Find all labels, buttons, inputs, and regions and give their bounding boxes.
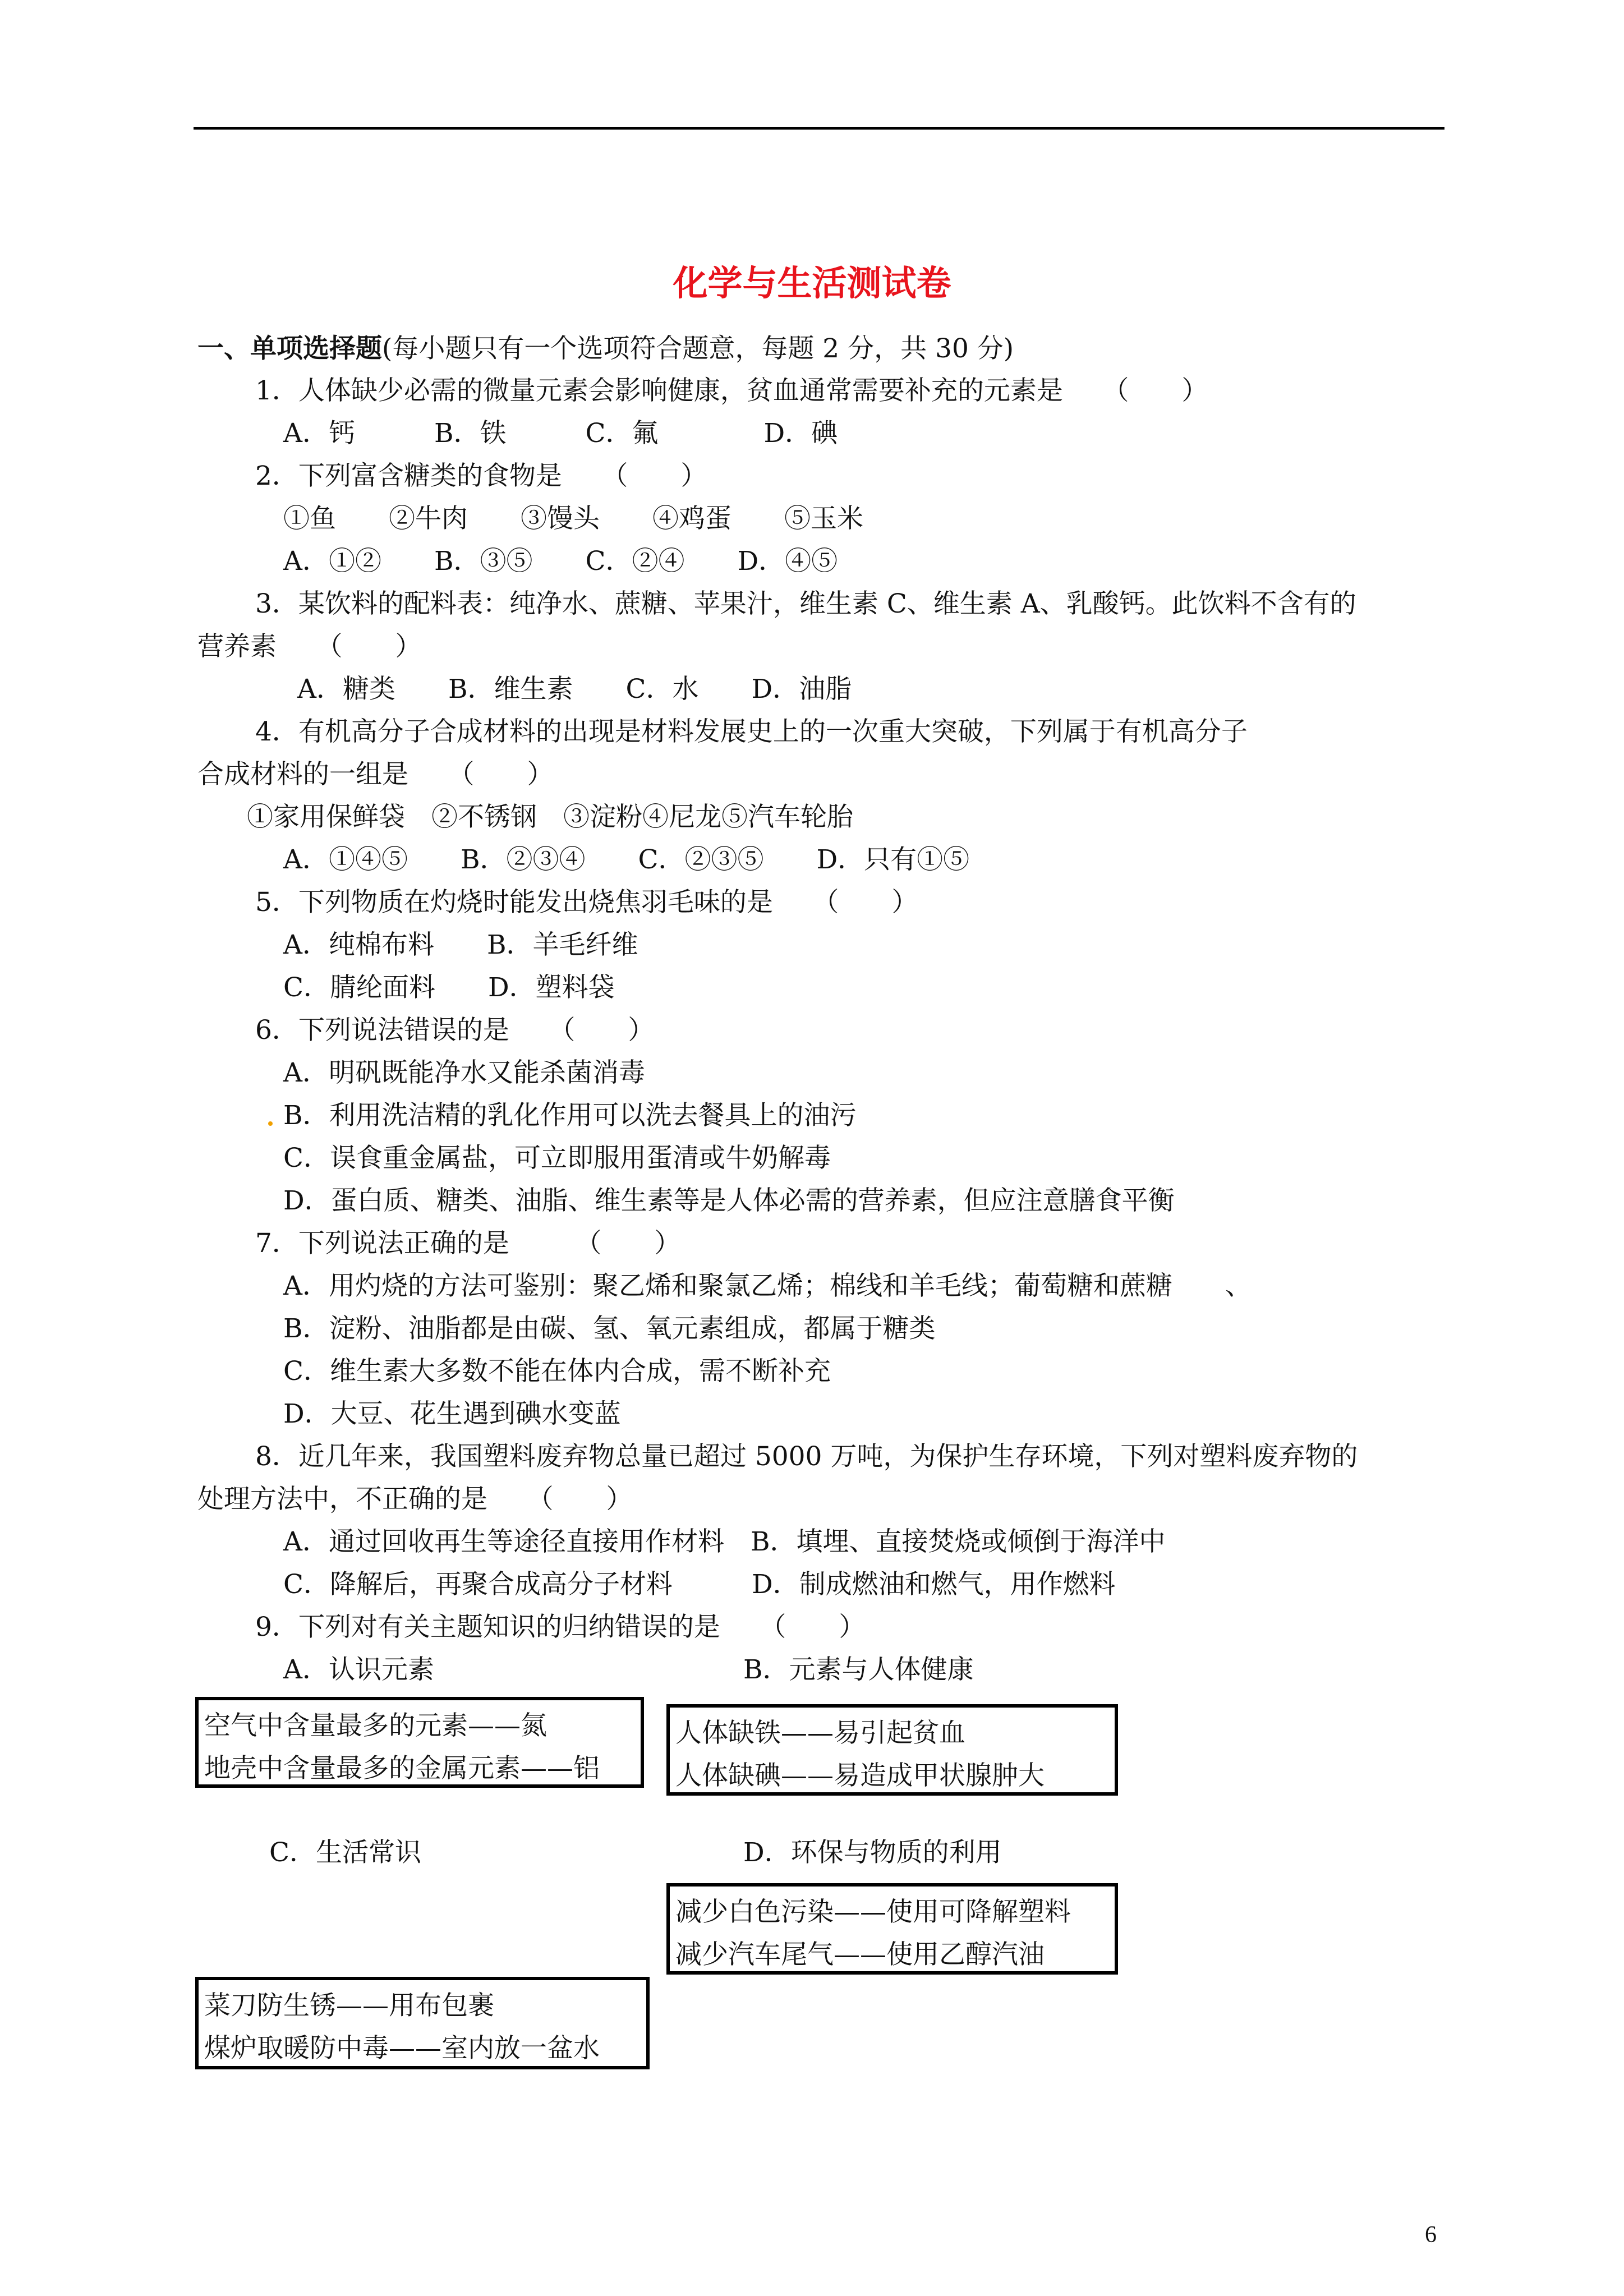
box-d <box>666 1883 1118 1975</box>
box-a <box>195 1697 644 1788</box>
question-1-options: A．钙 B．铁 C．氟 D．碘 <box>283 418 838 449</box>
section-heading-bold: 一、单项选择题 <box>197 333 382 364</box>
box-d-line-1: 减少白色污染——使用可降解塑料 <box>675 1897 1071 1927</box>
box-d-line-2: 减少汽车尾气——使用乙醇汽油 <box>675 1939 1045 1970</box>
question-7-option-c: C．维生素大多数不能在体内合成，需不断补充 <box>283 1356 831 1387</box>
question-7-option-b: B．淀粉、油脂都是由碳、氢、氧元素组成，都属于糖类 <box>283 1313 936 1344</box>
page-title: 化学与生活测试卷 <box>673 263 951 303</box>
question-6: 6．下列说法错误的是 （ ） <box>255 1015 655 1046</box>
question-2-options: A．①② B．③⑤ C．②④ D．④⑤ <box>283 546 838 577</box>
question-7: 7．下列说法正确的是 （ ） <box>255 1228 681 1259</box>
question-6-option-d: D．蛋白质、糖类、油脂、维生素等是人体必需的营养素，但应注意膳食平衡 <box>283 1185 1175 1216</box>
question-2: 2．下列富含糖类的食物是 （ ） <box>255 461 707 491</box>
question-9-b-label: B．元素与人体健康 <box>743 1654 974 1685</box>
question-8-options-1: A．通过回收再生等途径直接用作材料 B．填埋、直接焚烧或倾倒于海洋中 <box>283 1526 1166 1557</box>
section-heading <box>197 335 1014 362</box>
question-6-option-c: C．误食重金属盐，可立即服用蛋清或牛奶解毒 <box>283 1143 831 1174</box>
box-b-line-2: 人体缺碘——易造成甲状腺肿大 <box>675 1760 1045 1791</box>
question-3-options: A．糖类 B．维生素 C．水 D．油脂 <box>297 674 852 705</box>
question-1: 1．人体缺少必需的微量元素会影响健康，贫血通常需要补充的元素是 （ ） <box>255 375 1208 406</box>
question-5: 5．下列物质在灼烧时能发出烧焦羽毛味的是 （ ） <box>255 887 918 918</box>
box-c <box>195 1977 650 2069</box>
question-6-option-b: B．利用洗洁精的乳化作用可以洗去餐具上的油污 <box>283 1100 857 1131</box>
question-4-options: A．①④⑤ B．②③④ C．②③⑤ D．只有①⑤ <box>283 844 970 875</box>
question-8: 8．近几年来，我国塑料废弃物总量已超过 5000 万吨，为保护生存环境，下列对塑料废弃物的 <box>255 1441 1358 1472</box>
box-a-line-1: 空气中含量最多的元素——氮 <box>204 1710 547 1741</box>
question-8-options-2: C．降解后，再聚合成高分子材料 D．制成燃油和燃气，用作燃料 <box>283 1569 1116 1600</box>
question-5-options-1: A．纯棉布料 B．羊毛纤维 <box>283 930 638 960</box>
box-c-line-2: 煤炉取暖防中毒——室内放一盆水 <box>204 2033 600 2064</box>
page-number: 6 <box>1425 2222 1437 2248</box>
header-rule <box>194 127 1444 130</box>
stray-mark <box>268 1121 273 1126</box>
question-3: 3．某饮料的配料表：纯净水、蔗糖、苹果汁，维生素 C、维生素 A、乳酸钙。此饮料不含有的 <box>255 588 1356 619</box>
box-b-line-1: 人体缺铁——易引起贫血 <box>675 1718 965 1749</box>
question-4-items: ①家用保鲜袋 ②不锈钢 ③淀粉④尼龙⑤汽车轮胎 <box>247 802 853 832</box>
question-6-option-a: A．明矾既能净水又能杀菌消毒 <box>283 1057 645 1088</box>
question-4-continued: 合成材料的一组是 （ ） <box>197 759 554 790</box>
box-a-line-2: 地壳中含量最多的金属元素——铝 <box>204 1753 600 1784</box>
question-7-option-a: A．用灼烧的方法可鉴别：聚乙烯和聚氯乙烯；棉线和羊毛线；葡萄糖和蔗糖 、 <box>283 1271 1252 1301</box>
question-5-options-2: C．腈纶面料 D．塑料袋 <box>283 972 615 1003</box>
question-8-continued: 处理方法中，不正确的是 （ ） <box>197 1484 633 1515</box>
question-9-a-label: A．认识元素 <box>283 1654 434 1685</box>
box-c-line-1: 菜刀防生锈——用布包裹 <box>204 1990 494 2021</box>
question-9-d-label: D．环保与物质的利用 <box>743 1837 1002 1868</box>
question-2-items: ①鱼 ②牛肉 ③馒头 ④鸡蛋 ⑤玉米 <box>283 503 863 534</box>
question-9: 9．下列对有关主题知识的归纳错误的是 （ ） <box>255 1612 866 1642</box>
question-7-option-d: D．大豆、花生遇到碘水变蓝 <box>283 1398 621 1429</box>
question-9-c-label: C．生活常识 <box>269 1837 421 1868</box>
box-b <box>666 1704 1118 1796</box>
question-3-continued: 营养素 （ ） <box>197 631 422 662</box>
question-4: 4．有机高分子合成材料的出现是材料发展史上的一次重大突破，下列属于有机高分子 <box>255 716 1248 747</box>
section-heading-rest: (每小题只有一个选项符合题意，每题 2 分，共 30 分) <box>382 333 1014 364</box>
